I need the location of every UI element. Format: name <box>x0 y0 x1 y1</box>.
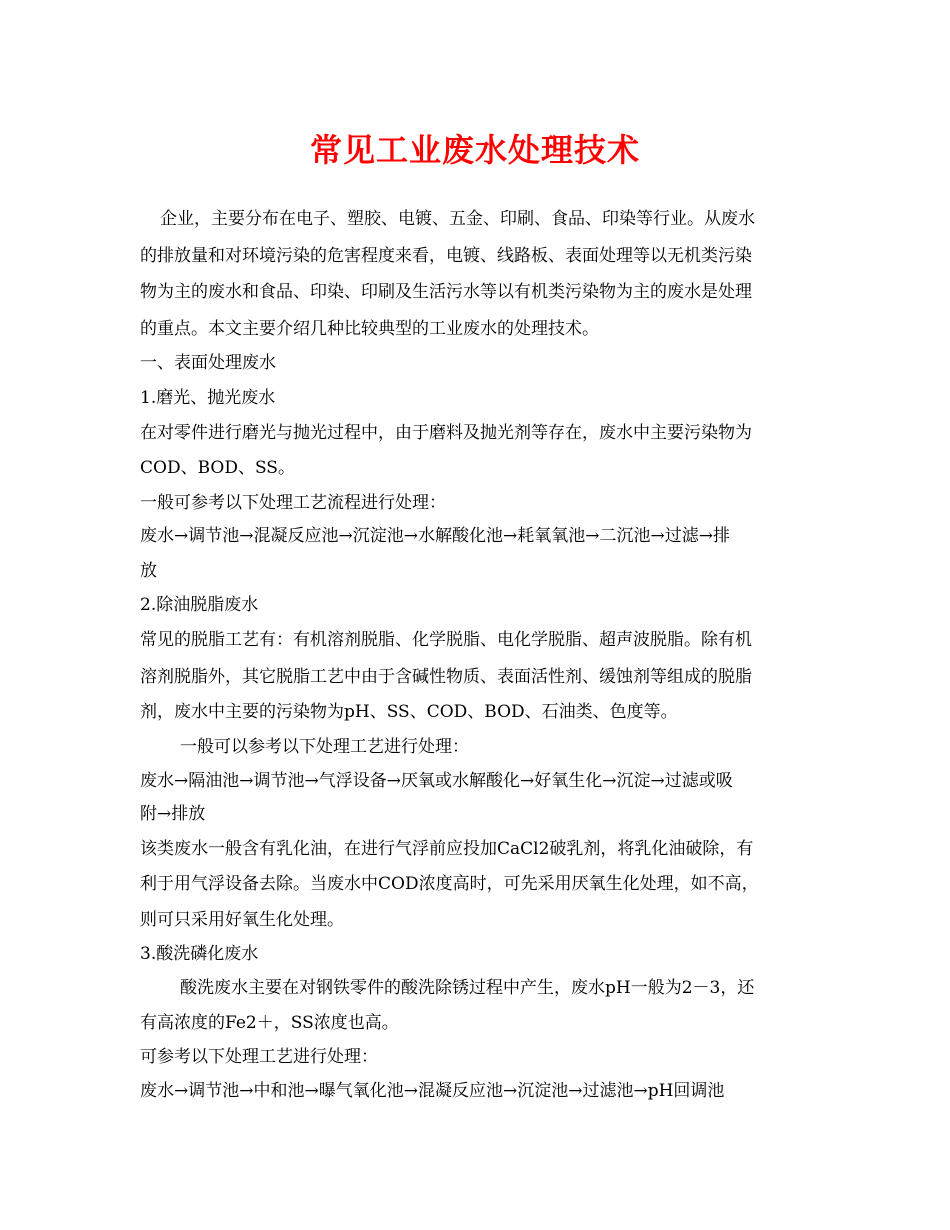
subsection-heading: 2.除油脱脂废水 <box>140 595 259 615</box>
paragraph-line: 物为主的废水和食品、印染、印刷及生活污水等以有机类污染物为主的废水是处理 <box>140 282 752 302</box>
process-flow-line: 废水→调节池→混凝反应池→沉淀池→水解酸化池→耗氧氧池→二沉池→过滤→排 <box>140 526 730 546</box>
paragraph-line: 酸洗废水主要在对钢铁零件的酸洗除锈过程中产生，废水pH一般为2－3，还 <box>180 978 755 998</box>
paragraph-line: 溶剂脱脂外，其它脱脂工艺中由于含碱性物质、表面活性剂、缓蚀剂等组成的脱脂 <box>140 667 752 687</box>
process-flow-line: 放 <box>140 561 157 581</box>
paragraph-line: 企业，主要分布在电子、塑胶、电镀、五金、印刷、食品、印染等行业。从废水 <box>160 209 755 229</box>
paragraph-line: 该类废水一般含有乳化油，在进行气浮前应投加CaCl2破乳剂，将乳化油破除，有 <box>140 839 754 859</box>
subsection-heading: 3.酸洗磷化废水 <box>140 944 259 964</box>
paragraph-line: 利于用气浮设备去除。当废水中COD浓度高时，可先采用厌氧生化处理，如不高， <box>140 874 759 894</box>
subsection-heading: 1.磨光、抛光废水 <box>140 388 276 408</box>
process-flow-line: 附→排放 <box>140 804 206 824</box>
section-heading: 一、表面处理废水 <box>140 353 276 373</box>
paragraph-line: 可参考以下处理工艺进行处理： <box>140 1047 378 1067</box>
paragraph-line: 一般可参考以下处理工艺流程进行处理： <box>140 493 446 513</box>
paragraph-line: 有高浓度的Fe2＋，SS浓度也高。 <box>140 1013 399 1033</box>
document-title: 常见工业废水处理技术 <box>309 131 640 169</box>
paragraph-line: 的重点。本文主要介绍几种比较典型的工业废水的处理技术。 <box>140 319 599 339</box>
paragraph-line: 的排放量和对环境污染的危害程度来看，电镀、线路板、表面处理等以无机类污染 <box>140 246 752 266</box>
paragraph-line: 在对零件进行磨光与抛光过程中，由于磨料及抛光剂等存在，废水中主要污染物为 <box>140 423 752 443</box>
process-flow-line: 废水→调节池→中和池→曝气氧化池→混凝反应池→沉淀池→过滤池→pH回调池 <box>140 1081 725 1101</box>
paragraph-line: COD、BOD、SS。 <box>140 458 295 478</box>
paragraph-line: 常见的脱脂工艺有：有机溶剂脱脂、化学脱脂、电化学脱脂、超声波脱脂。除有机 <box>140 630 752 650</box>
paragraph-line: 一般可以参考以下处理工艺进行处理： <box>180 737 469 757</box>
paragraph-line: 剂，废水中主要的污染物为pH、SS、COD、BOD、石油类、色度等。 <box>140 702 678 722</box>
process-flow-line: 废水→隔油池→调节池→气浮设备→厌氧或水解酸化→好氧生化→沉淀→过滤或吸 <box>140 771 733 791</box>
paragraph-line: 则可只采用好氧生化处理。 <box>140 910 344 930</box>
